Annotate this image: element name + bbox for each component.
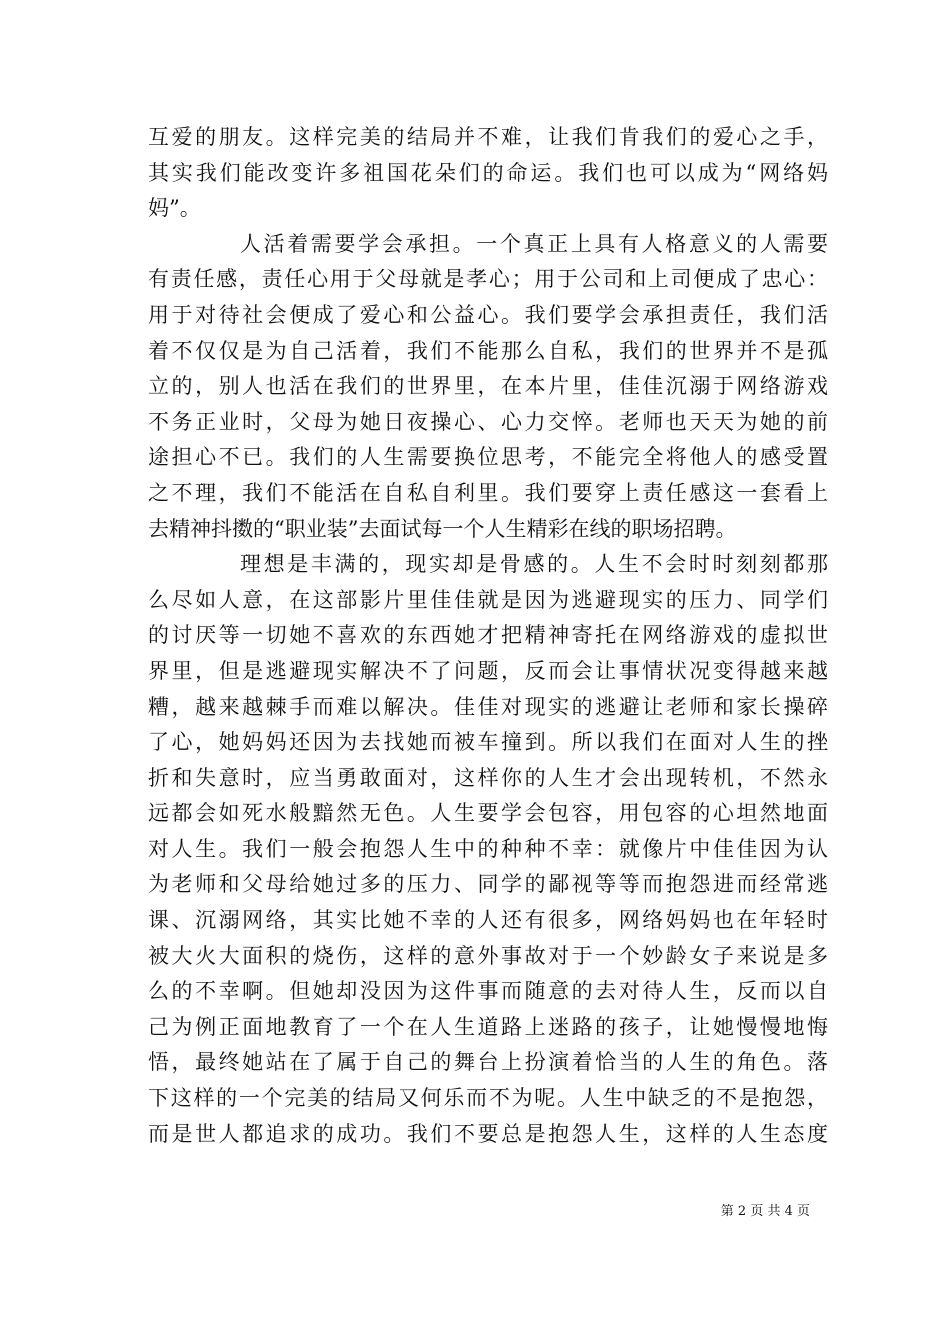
text-line: 被大火大面积的烧伤，这样的意外事故对于一个妙龄女子来说是多 <box>148 943 828 968</box>
text-line: 途担心不已。我们的人生需要换位思考，不能完全将他人的感受置 <box>148 445 828 470</box>
text-line: 着不仅仅是为自己活着，我们不能那么自私，我们的世界并不是孤 <box>148 338 828 363</box>
text-line: 了心，她妈妈还因为去找她而被车撞到。所以我们在面对人生的挫 <box>148 730 828 755</box>
page-number-footer: 第 2 页 共 4 页 <box>720 1204 810 1219</box>
text-line: 下这样的一个完美的结局又何乐而不为呢。人生中缺乏的不是抱怨， <box>148 1086 828 1111</box>
text-line: 为老师和父母给她过多的压力、同学的鄙视等等而抱怨进而经常逃 <box>148 872 828 897</box>
text-line: 用于对待社会便成了爱心和公益心。我们要学会承担责任，我们活 <box>148 302 828 327</box>
text-line: 么尽如人意，在这部影片里佳佳就是因为逃避现实的压力、同学们 <box>148 587 828 612</box>
text-line: 糟，越来越棘手而难以解决。佳佳对现实的逃避让老师和家长操碎 <box>148 694 828 719</box>
text-line: 而是世人都追求的成功。我们不要总是抱怨人生，这样的人生态度 <box>148 1121 828 1146</box>
text-line: 折和失意时，应当勇敢面对，这样你的人生才会出现转机，不然永 <box>148 765 828 790</box>
text-line: 其实我们能改变许多祖国花朵们的命运。我们也可以成为“网络妈 <box>148 160 828 185</box>
text-line: 理想是丰满的，现实却是骨感的。人生不会时时刻刻都那 <box>240 552 828 577</box>
text-line: 课、沉溺网络，其实比她不幸的人还有很多，网络妈妈也在年轻时 <box>148 908 828 933</box>
text-line: 之不理，我们不能活在自私自利里。我们要穿上责任感这一套看上 <box>148 480 828 505</box>
text-line: 人活着需要学会承担。一个真正上具有人格意义的人需要 <box>240 231 828 256</box>
text-line: 的讨厌等一切她不喜欢的东西她才把精神寄托在网络游戏的虚拟世 <box>148 623 828 648</box>
text-line: 有责任感，责任心用于父母就是孝心；用于公司和上司便成了忠心： <box>148 267 828 292</box>
text-line: 界里，但是逃避现实解决不了问题，反而会让事情状况变得越来越 <box>148 658 828 683</box>
text-line: 去精神抖擞的“职业装”去面试每一个人生精彩在线的职场招聘。 <box>148 516 737 541</box>
text-line: 远都会如死水般黯然无色。人生要学会包容，用包容的心坦然地面 <box>148 801 828 826</box>
text-line: 己为例正面地教育了一个在人生道路上迷路的孩子，让她慢慢地悔 <box>148 1014 828 1039</box>
text-line: 互爱的朋友。这样完美的结局并不难，让我们肯我们的爱心之手， <box>148 125 828 149</box>
text-line: 对人生。我们一般会抱怨人生中的种种不幸：就像片中佳佳因为认 <box>148 836 828 861</box>
text-line: 立的，别人也活在我们的世界里，在本片里，佳佳沉溺于网络游戏 <box>148 374 828 399</box>
text-line: 么的不幸啊。但她却没因为这件事而随意的去对待人生，反而以自 <box>148 979 828 1004</box>
text-line: 妈”。 <box>148 196 201 221</box>
text-line: 不务正业时，父母为她日夜操心、心力交悴。老师也天天为她的前 <box>148 409 828 434</box>
text-line: 悟，最终她站在了属于自己的舞台上扮演着恰当的人生的角色。落 <box>148 1050 828 1075</box>
body-text <box>148 120 828 1152</box>
